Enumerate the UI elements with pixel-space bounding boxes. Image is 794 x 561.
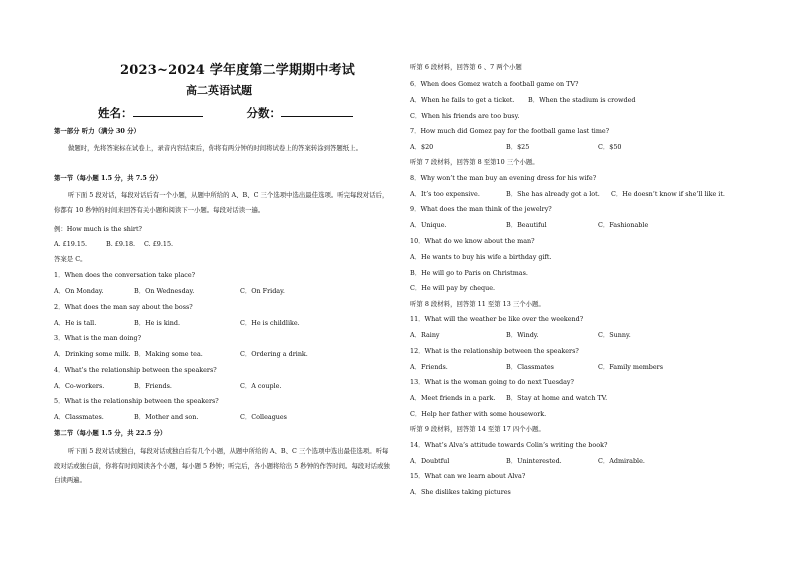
score-label: 分数： bbox=[246, 106, 282, 120]
q2: 2．What does the man say about the boss? bbox=[54, 303, 193, 311]
example-answer: 答案是 C。 bbox=[54, 255, 87, 263]
q4-opt-b: B．Friends. bbox=[134, 382, 172, 390]
q4-opt-a: A．Co-workers. bbox=[54, 382, 105, 390]
q13-opt-b: B．Stay at home and watch TV. bbox=[506, 394, 608, 402]
q10-opt-a: A．He wants to buy his wife a birthday gift. bbox=[410, 253, 552, 261]
q8-opt-c: C．He doesn’t know if she’ll like it. bbox=[611, 190, 725, 198]
material-6: 听第 6 段材料，回答第 6 、7 两个小题 bbox=[410, 63, 522, 71]
q1-opt-a: A．On Monday. bbox=[54, 287, 104, 295]
section2-instructions: 听下面 5 段对话或独白，每段对话或独白后有几个小题，从题中所给的 A、B、C 三个选项中选出最佳选项。听每段对话或独白前，你将有时间阅读各个小题，每小题 5 秒钟；听完后，各小题将给出 5 秒钟的作答时间。每段对话或独白读两遍。 bbox=[54, 447, 390, 484]
example-question: 例：How much is the shirt? bbox=[54, 225, 142, 233]
q13-opt-a: A．Meet friends in a park. bbox=[410, 394, 496, 402]
q10-opt-c: C．He will pay by cheque. bbox=[410, 284, 496, 292]
name-blank[interactable] bbox=[133, 105, 203, 117]
q8-opt-a: A．It’s too expensive. bbox=[410, 190, 480, 198]
material-7: 听第 7 段材料，回答第 8 至第10 三个小题。 bbox=[410, 158, 539, 166]
q2-opt-c: C．He is childlike. bbox=[240, 319, 300, 327]
q2-opt-a: A．He is tall. bbox=[54, 319, 97, 327]
example-opt-c: C. £9.15. bbox=[144, 240, 174, 248]
q9-opt-b: B．Beautiful bbox=[506, 221, 547, 229]
q8-opt-b: B．She has already got a lot. bbox=[506, 190, 600, 198]
name-label: 姓名： bbox=[98, 106, 133, 120]
q7-opt-b: B．$25 bbox=[506, 143, 530, 151]
q12: 12．What is the relationship between the speakers? bbox=[410, 347, 579, 355]
part1-heading: 第一部分 听力（满分 30 分） bbox=[54, 127, 140, 135]
q6-opt-c: C．When his friends are too busy. bbox=[410, 112, 520, 120]
name-score-row bbox=[98, 105, 353, 120]
q3: 3．What is the man doing? bbox=[54, 334, 142, 342]
q1-opt-b: B．On Wednesday. bbox=[134, 287, 195, 295]
q4-opt-c: C．A couple. bbox=[240, 382, 282, 390]
material-8: 听第 8 段材料，回答第 11 至第 13 三个小题。 bbox=[410, 300, 545, 308]
q13: 13．What is the woman going to do next Tuesday? bbox=[410, 378, 574, 386]
q7-opt-a: A．$20 bbox=[410, 143, 434, 151]
example-opt-a: A. £19.15. bbox=[54, 240, 88, 248]
q11-opt-c: C．Sunny. bbox=[598, 331, 631, 339]
q14: 14．What’s Alva’s attitude towards Colin’s writing the book? bbox=[410, 441, 608, 449]
q12-opt-c: C．Family members bbox=[598, 363, 663, 371]
part1-instructions: 做题时，先将答案标在试卷上，录音内容结束后，你将有两分钟的时间将试卷上的答案转涂到答题纸上。 bbox=[68, 144, 362, 152]
q13-opt-c: C．Help her father with some housework. bbox=[410, 410, 547, 418]
q12-opt-a: A．Friends. bbox=[410, 363, 448, 371]
q6-opt-b: B．When the stadium is crowded bbox=[528, 96, 636, 104]
q5-opt-c: C．Colleagues bbox=[240, 413, 287, 421]
q6-opt-a: A．When he fails to get a ticket. bbox=[410, 96, 515, 104]
q3-opt-c: C．Ordering a drink. bbox=[240, 350, 308, 358]
q15: 15．What can we learn about Alva? bbox=[410, 472, 526, 480]
q1-opt-c: C．On Friday. bbox=[240, 287, 285, 295]
q10: 10．What do we know about the man? bbox=[410, 237, 535, 245]
q9-opt-a: A．Unique. bbox=[410, 221, 447, 229]
q2-opt-b: B．He is kind. bbox=[134, 319, 180, 327]
q6: 6．When does Gomez watch a football game on TV? bbox=[410, 80, 579, 88]
q3-opt-b: B．Making some tea. bbox=[134, 350, 203, 358]
exam-title: 2023~2024 学年度第二学期期中考试 bbox=[120, 63, 355, 78]
q1: 1．When does the conversation take place? bbox=[54, 271, 196, 279]
q7: 7．How much did Gomez pay for the football game last time? bbox=[410, 127, 610, 135]
example-opt-b: B. £9.18. bbox=[106, 240, 136, 248]
q9-opt-c: C．Fashionable bbox=[598, 221, 649, 229]
q14-opt-c: C．Admirable. bbox=[598, 457, 645, 465]
q5: 5．What is the relationship between the speakers? bbox=[54, 397, 219, 405]
material-9: 听第 9 段材料，回答第 14 至第 17 四个小题。 bbox=[410, 425, 545, 433]
q7-opt-c: C．$50 bbox=[598, 143, 622, 151]
q3-opt-a: A．Drinking some milk. bbox=[54, 350, 131, 358]
q11-opt-b: B．Windy. bbox=[506, 331, 539, 339]
q12-opt-b: B．Classmates bbox=[506, 363, 554, 371]
q4: 4．What’s the relationship between the speakers? bbox=[54, 366, 217, 374]
q11-opt-a: A．Rainy bbox=[410, 331, 440, 339]
q14-opt-b: B．Uninterested. bbox=[506, 457, 562, 465]
exam-subtitle: 高二英语试题 bbox=[186, 84, 252, 97]
section1-instructions: 听下面 5 段对话，每段对话后有一个小题，从题中所给的 A、B、C 三个选项中选出最佳选项。听完每段对话后，你都有 10 秒钟的时间来回答有关小题和阅读下一小题。每段对话读一遍。 bbox=[54, 191, 389, 214]
section1-heading: 第一节（每小题 1.5 分，共 7.5 分） bbox=[54, 174, 162, 182]
q5-opt-a: A．Classmates. bbox=[54, 413, 104, 421]
score-blank[interactable] bbox=[281, 105, 353, 117]
q10-opt-b: B．He will go to Paris on Christmas. bbox=[410, 269, 528, 277]
q8: 8．Why won’t the man buy an evening dress for his wife? bbox=[410, 174, 597, 182]
q5-opt-b: B．Mother and son. bbox=[134, 413, 199, 421]
q9: 9．What does the man think of the jewelry? bbox=[410, 205, 552, 213]
section2-heading: 第二节（每小题 1.5 分，共 22.5 分） bbox=[54, 429, 167, 437]
q11: 11．What will the weather be like over the weekend? bbox=[410, 315, 584, 323]
q14-opt-a: A．Doubtful bbox=[410, 457, 450, 465]
q15-opt-a: A．She dislikes taking pictures bbox=[410, 488, 511, 496]
